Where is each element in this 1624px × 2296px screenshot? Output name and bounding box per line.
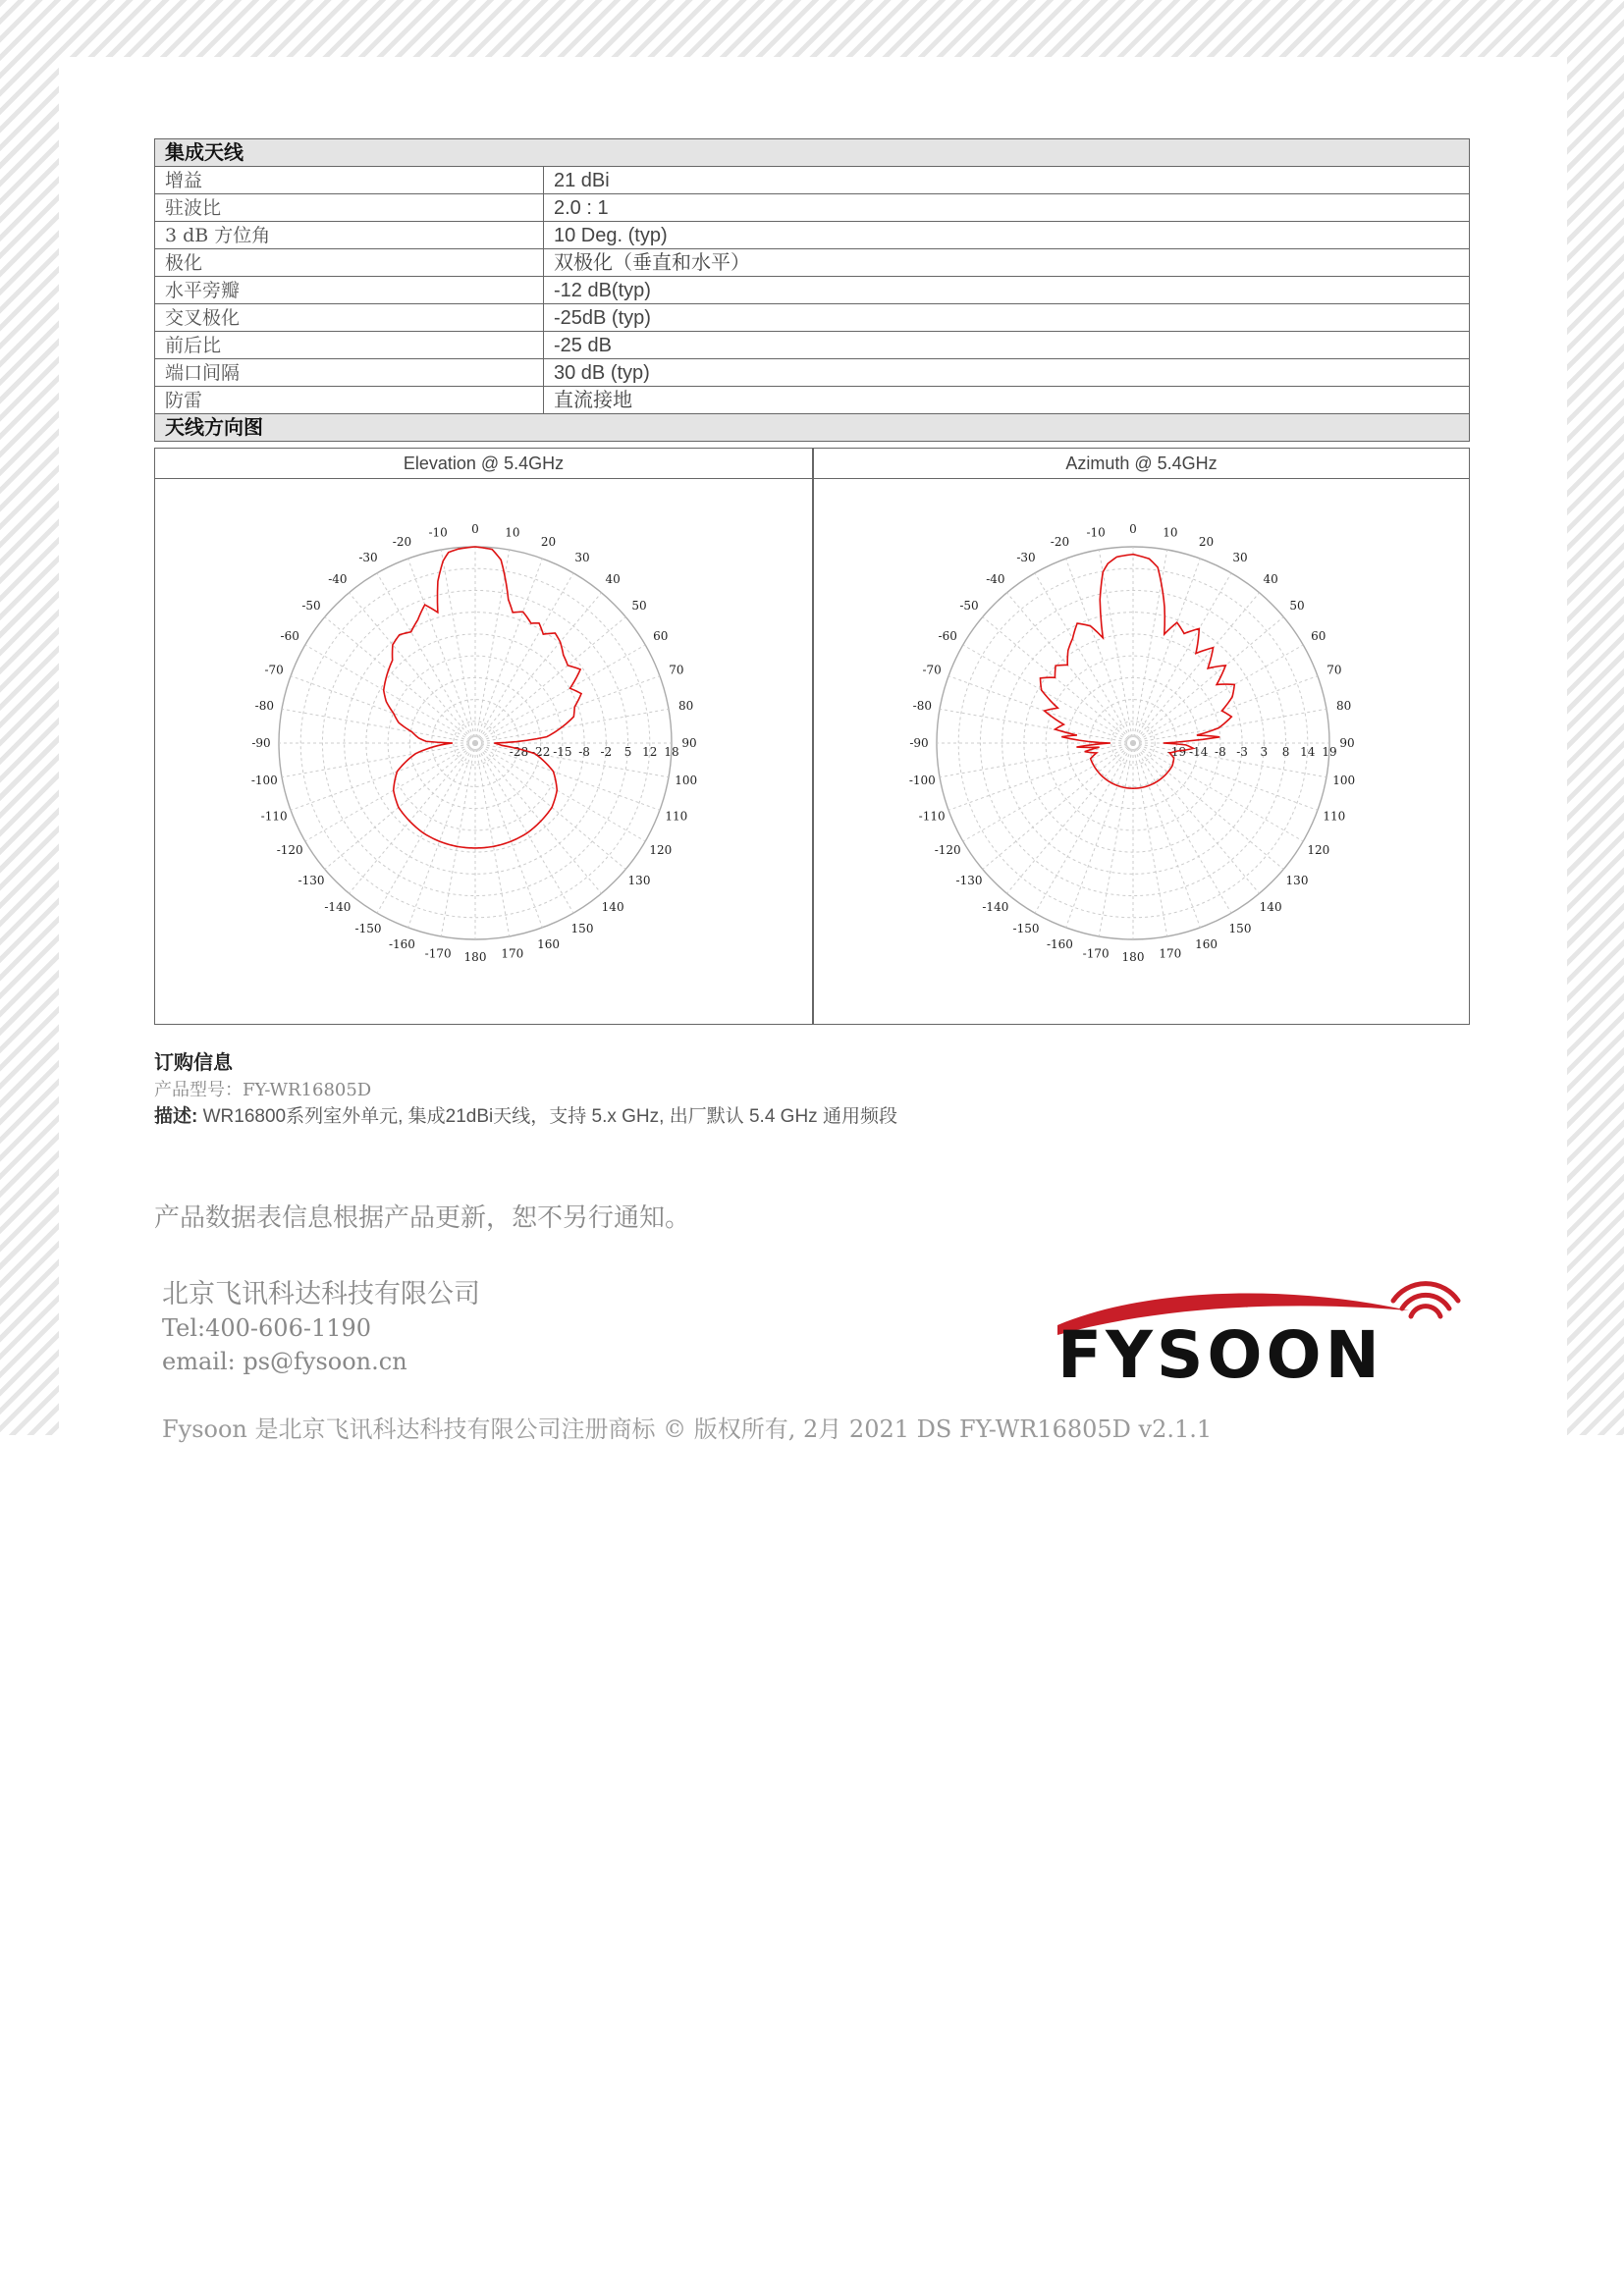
angle-tick-label: -110 — [918, 809, 946, 824]
angle-tick-label: 100 — [675, 773, 698, 787]
polar-spoke — [441, 550, 475, 743]
angle-tick-label: 70 — [1326, 663, 1342, 677]
polar-spoke — [475, 709, 669, 743]
spec-value: 30 dB (typ) — [544, 359, 1470, 387]
logo-text: FYSOON — [1057, 1317, 1383, 1389]
angle-tick-label: -130 — [955, 874, 983, 888]
angle-tick-label: 50 — [1289, 598, 1305, 613]
polar-spoke — [1133, 743, 1167, 936]
polar-spoke — [1099, 550, 1133, 743]
polar-spoke — [475, 550, 510, 743]
angle-tick-label: -70 — [264, 663, 284, 677]
polar-spoke — [282, 709, 475, 743]
spec-label: 3 dB 方位角 — [155, 222, 544, 249]
angle-tick-label: -140 — [324, 900, 352, 914]
polar-spoke — [475, 573, 573, 743]
angle-tick-label: -60 — [280, 629, 299, 643]
spec-row — [155, 167, 1470, 194]
spec-row — [155, 222, 1470, 249]
angle-tick-label: -130 — [298, 874, 325, 888]
spec-value: 双极化（垂直和水平） — [544, 249, 1470, 277]
angle-tick-label: -150 — [354, 921, 382, 935]
radial-tick-label: -2 — [600, 745, 613, 759]
angle-tick-label: 10 — [505, 525, 520, 540]
angle-tick-label: -80 — [912, 699, 932, 714]
angle-tick-label: 170 — [1159, 946, 1182, 961]
radial-tick-label: -28 — [509, 745, 529, 759]
polar-spoke — [1133, 709, 1326, 743]
angle-tick-label: -170 — [1082, 946, 1110, 961]
angle-tick-label: -50 — [959, 598, 979, 613]
antenna-pattern-box — [154, 448, 1470, 1025]
angle-tick-label: 160 — [1195, 936, 1218, 951]
angle-tick-label: 180 — [463, 950, 487, 964]
angle-tick-label: 170 — [501, 946, 524, 961]
spec-row — [155, 304, 1470, 332]
angle-tick-label: 140 — [1259, 900, 1282, 914]
angle-tick-label: 100 — [1332, 773, 1356, 787]
order-description-text: WR16800系列室外单元, 集成21dBi天线，支持 5.x GHz, 出厂默认 5.4 GHz 通用频段 — [197, 1106, 897, 1127]
polar-spoke — [305, 743, 475, 841]
spec-row — [155, 332, 1470, 359]
angle-tick-label: 70 — [669, 663, 684, 677]
angle-tick-label: 60 — [1311, 629, 1326, 643]
elevation-chart-title: Elevation @ 5.4GHz — [155, 449, 812, 479]
radial-tick-label: -19 — [1166, 745, 1187, 759]
polar-spoke — [963, 743, 1133, 841]
footer-copyright: Fysoon 是北京飞讯科达科技有限公司注册商标 © 版权所有, 2月 2021 DS FY-WR16805D v2.1.1 — [162, 1415, 1213, 1443]
spec-value: 21 dBi — [544, 167, 1470, 194]
section-title-pattern: 天线方向图 — [155, 414, 1470, 442]
angle-tick-label: -120 — [934, 843, 961, 857]
radial-tick-label: -22 — [531, 745, 551, 759]
angle-tick-label: 60 — [653, 629, 669, 643]
angle-tick-label: -100 — [908, 773, 936, 787]
polar-spoke — [940, 743, 1133, 777]
spec-label: 端口间隔 — [155, 359, 544, 387]
polar-spoke — [1133, 550, 1167, 743]
order-info-title: 订购信息 — [154, 1052, 233, 1074]
angle-tick-label: -90 — [909, 736, 929, 750]
wifi-icon — [1393, 1284, 1458, 1316]
angle-tick-label: 120 — [1307, 843, 1330, 857]
radial-tick-label: -14 — [1189, 745, 1209, 759]
radial-tick-label: -15 — [553, 745, 572, 759]
angle-tick-label: -90 — [251, 736, 271, 750]
spec-value: -25 dB — [544, 332, 1470, 359]
angle-tick-label: -100 — [250, 773, 278, 787]
angle-tick-label: -50 — [301, 598, 321, 613]
angle-tick-label: 130 — [627, 874, 651, 888]
angle-tick-label: -10 — [1086, 525, 1106, 540]
angle-tick-label: 30 — [1232, 551, 1248, 565]
angle-tick-label: 90 — [1339, 736, 1355, 750]
polar-spoke — [441, 743, 475, 936]
radial-tick-label: 18 — [664, 745, 679, 759]
spec-value: -25dB (typ) — [544, 304, 1470, 332]
company-email: email: ps@fysoon.cn — [162, 1348, 407, 1375]
spec-row — [155, 194, 1470, 222]
angle-tick-label: -160 — [388, 936, 415, 951]
spec-value: -12 dB(typ) — [544, 277, 1470, 304]
angle-tick-label: -70 — [922, 663, 942, 677]
radial-tick-label: -3 — [1236, 745, 1248, 759]
order-description — [154, 1103, 897, 1130]
radial-tick-label: 3 — [1260, 745, 1269, 759]
spec-label: 极化 — [155, 249, 544, 277]
angle-tick-label: -120 — [276, 843, 303, 857]
angle-tick-label: 150 — [570, 921, 594, 935]
angle-tick-label: 110 — [1323, 809, 1346, 824]
spec-label: 交叉极化 — [155, 304, 544, 332]
angle-tick-label: 160 — [537, 936, 561, 951]
angle-tick-label: 20 — [540, 535, 557, 550]
angle-tick-label: -60 — [938, 629, 957, 643]
spec-label: 防雷 — [155, 387, 544, 414]
spec-row — [155, 387, 1470, 414]
angle-tick-label: 110 — [665, 809, 688, 824]
angle-tick-label: -30 — [1016, 551, 1036, 565]
spec-label: 驻波比 — [155, 194, 544, 222]
angle-tick-label: 180 — [1121, 950, 1145, 964]
order-model: 产品型号：FY-WR16805D — [154, 1080, 372, 1100]
radial-tick-label: 8 — [1281, 745, 1290, 759]
spec-value: 10 Deg. (typ) — [544, 222, 1470, 249]
angle-tick-label: -170 — [424, 946, 452, 961]
angle-tick-label: -150 — [1012, 921, 1040, 935]
radial-tick-label: 14 — [1300, 745, 1316, 759]
company-name: 北京飞讯科达科技有限公司 — [162, 1279, 480, 1309]
polar-spoke — [475, 743, 510, 936]
spec-row — [155, 277, 1470, 304]
order-info — [154, 1050, 897, 1130]
angle-tick-label: -40 — [986, 572, 1005, 586]
angle-tick-label: 10 — [1163, 525, 1178, 540]
radial-tick-label: 5 — [623, 745, 632, 759]
spec-label: 水平旁瓣 — [155, 277, 544, 304]
order-description-label: 描述: — [154, 1106, 198, 1127]
spec-label: 前后比 — [155, 332, 544, 359]
angle-tick-label: 0 — [1129, 522, 1137, 536]
spec-value: 直流接地 — [544, 387, 1470, 414]
angle-tick-label: 0 — [471, 522, 479, 536]
angle-tick-label: -140 — [982, 900, 1009, 914]
polar-spoke — [282, 743, 475, 777]
radial-tick-label: -8 — [578, 745, 590, 759]
angle-tick-label: 80 — [678, 699, 694, 714]
radial-tick-label: 12 — [642, 745, 658, 759]
radial-tick-label: 19 — [1322, 745, 1337, 759]
angle-tick-label: 90 — [681, 736, 697, 750]
antenna-spec-table — [154, 138, 1470, 442]
spec-row — [155, 249, 1470, 277]
angle-tick-label: -10 — [428, 525, 448, 540]
angle-tick-label: -40 — [328, 572, 348, 586]
angle-tick-label: 80 — [1336, 699, 1352, 714]
polar-spoke — [1133, 743, 1326, 777]
azimuth-chart-title: Azimuth @ 5.4GHz — [813, 449, 1470, 479]
angle-tick-label: -20 — [1050, 535, 1070, 550]
angle-tick-label: -110 — [260, 809, 288, 824]
angle-tick-label: 30 — [574, 551, 590, 565]
radial-tick-label: -8 — [1215, 745, 1226, 759]
angle-tick-label: 40 — [605, 572, 621, 586]
polar-spoke — [1133, 573, 1231, 743]
polar-spoke — [1099, 743, 1133, 936]
pattern-series-line — [384, 547, 581, 848]
azimuth-polar-chart — [813, 480, 1470, 1025]
spec-value: 2.0 : 1 — [544, 194, 1470, 222]
elevation-polar-chart — [155, 480, 812, 1025]
angle-tick-label: -80 — [254, 699, 274, 714]
fysoon-logo — [1056, 1281, 1468, 1389]
angle-tick-label: 50 — [631, 598, 647, 613]
angle-tick-label: 120 — [649, 843, 673, 857]
polar-spoke — [1035, 573, 1133, 743]
update-notice: 产品数据表信息根据产品更新，恕不另行通知。 — [154, 1203, 691, 1233]
section-title-antenna: 集成天线 — [155, 139, 1470, 167]
spec-row — [155, 359, 1470, 387]
angle-tick-label: 140 — [601, 900, 624, 914]
angle-tick-label: 130 — [1285, 874, 1309, 888]
angle-tick-label: -30 — [358, 551, 378, 565]
angle-tick-label: 40 — [1263, 572, 1278, 586]
angle-tick-label: 20 — [1198, 535, 1215, 550]
company-tel: Tel:400-606-1190 — [162, 1314, 372, 1342]
angle-tick-label: -160 — [1046, 936, 1073, 951]
angle-tick-label: -20 — [392, 535, 412, 550]
angle-tick-label: 150 — [1228, 921, 1252, 935]
spec-label: 增益 — [155, 167, 544, 194]
polar-spoke — [940, 709, 1133, 743]
contact-block — [162, 1278, 480, 1378]
